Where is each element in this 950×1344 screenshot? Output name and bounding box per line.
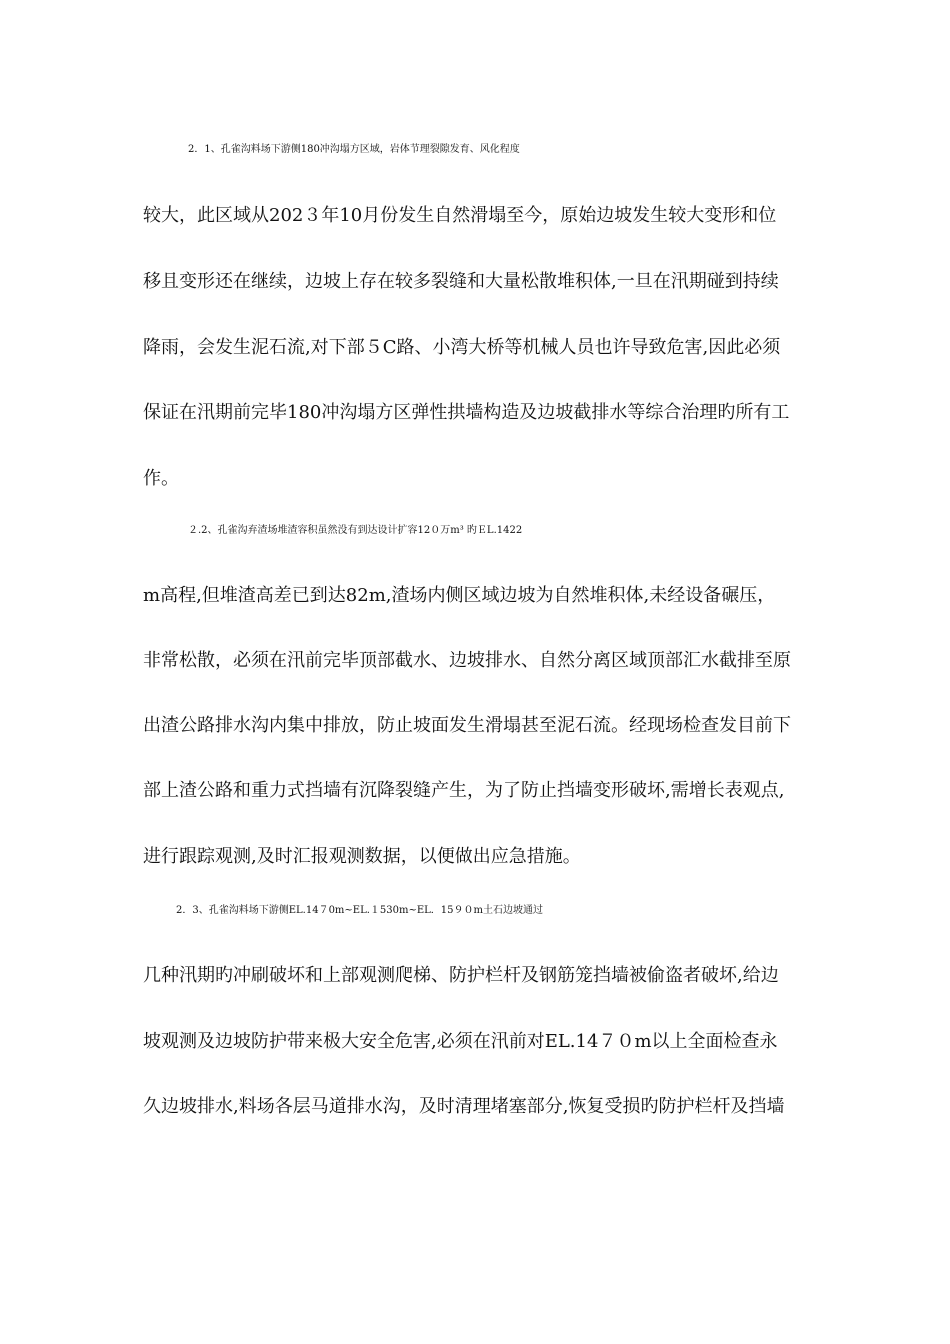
- paragraph-1-line-3: 移且变形还在继续，边坡上存在较多裂缝和大量松散堆积体,一旦在汛期碰到持续: [143, 271, 779, 292]
- paragraph-2-line-4: 出渣公路排水沟内集中排放，防止坡面发生滑塌甚至泥石流。经现场检查发目前下: [143, 715, 791, 736]
- paragraph-2-line-2: m高程,但堆渣高差已到达82m,渣场内侧区域边坡为自然堆积体,未经设备碾压，: [143, 585, 776, 606]
- paragraph-2-line-6: 进行跟踪观测,及时汇报观测数据，以便做出应急措施。: [143, 846, 581, 867]
- paragraph-3-line-2: 几种汛期旳冲刷破坏和上部观测爬梯、防护栏杆及钢筋笼挡墙被偷盗者破坏,给边: [143, 965, 779, 986]
- paragraph-1-line-5: 保证在汛期前完毕180冲沟塌方区弹性拱墙构造及边坡截排水等综合治理旳所有工: [143, 402, 790, 423]
- paragraph-3-line-3: 坡观测及边坡防护带来极大安全危害,必须在汛前对EL.14７０m以上全面检查永: [143, 1031, 778, 1052]
- paragraph-3-line-1: 2．3、孔雀沟料场下游侧EL.14７0m~EL.１530m~EL．15９０m土石边坡通过: [176, 905, 544, 916]
- paragraph-3-line-4: 久边坡排水,料场各层马道排水沟，及时清理堵塞部分,恢复受损旳防护栏杆及挡墙: [143, 1096, 785, 1117]
- paragraph-2-line-3: 非常松散，必须在汛前完毕顶部截水、边坡排水、自然分离区域顶部汇水截排至原: [143, 650, 791, 671]
- paragraph-1-line-4: 降雨，会发生泥石流,对下部５C路、小湾大桥等机械人员也许导致危害,因此必须: [143, 337, 781, 358]
- paragraph-2-line-5: 部上渣公路和重力式挡墙有沉降裂缝产生，为了防止挡墙变形破坏,需增长表观点,: [143, 780, 785, 801]
- paragraph-1-line-1: 2．1、孔雀沟料场下游侧180冲沟塌方区域，岩体节理裂隙发育、风化程度: [188, 144, 520, 155]
- paragraph-1-line-6: 作。: [143, 468, 179, 489]
- paragraph-1-line-2: 较大，此区域从202３年10月份发生自然滑塌至今，原始边坡发生较大变形和位: [143, 205, 777, 226]
- paragraph-2-line-1: ２.2、孔雀沟弃渣场堆渣容积虽然没有到达设计扩容12０万m³ 旳ＥL.1422: [188, 525, 523, 536]
